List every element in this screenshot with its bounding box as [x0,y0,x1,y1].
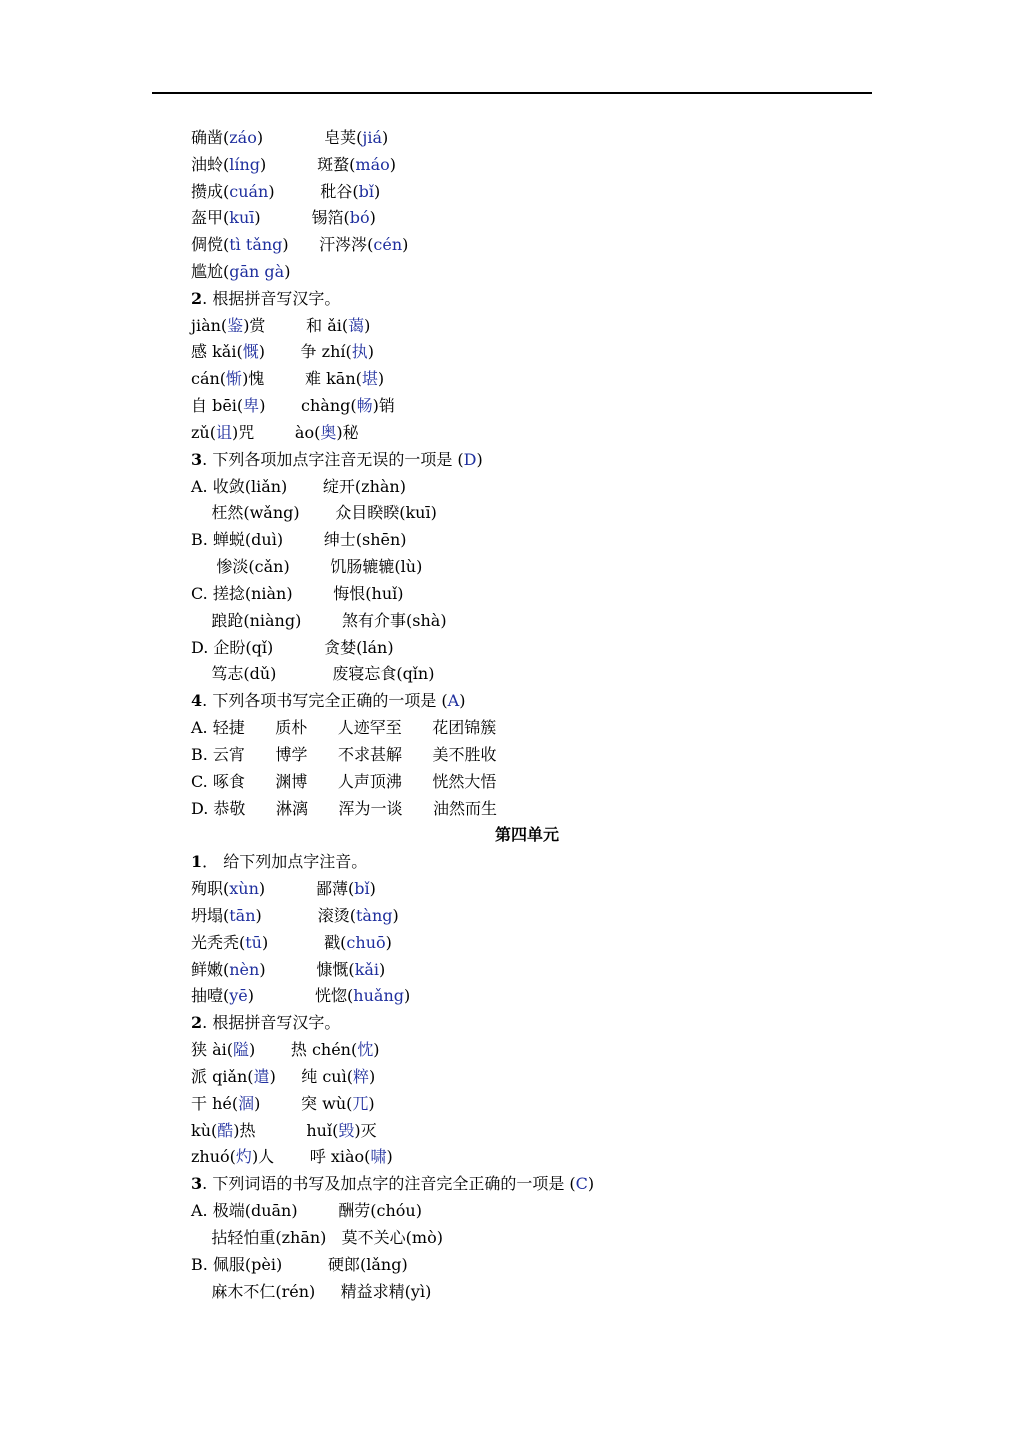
line-text: ) [386,1147,393,1166]
line-text: ) [476,450,483,469]
text-line [191,691,465,711]
line-text: )赏 和 ǎi( [243,316,349,335]
answer-text: líng [229,155,261,174]
line-text: ) [392,906,399,925]
text-line [191,1147,393,1167]
question-number: 1 [191,852,203,871]
answer-text: 卑 [243,396,260,415]
line-text: 踉跄(niàng) 煞有介事(shà) [191,611,447,630]
text-line [191,503,437,523]
text-line [191,933,392,953]
line-text: cán( [191,369,227,388]
line-text: ) 汗涔涔( [282,235,374,254]
text-line [191,235,408,255]
answer-text: 诅 [215,423,232,442]
answer-text: 执 [351,342,368,361]
top-rule [152,92,872,94]
answer-text: 遣 [253,1067,270,1086]
text-line [191,557,422,577]
line-text: D. 恭敬 淋漓 浑为一谈 油然而生 [191,799,497,818]
line-text: )灭 [354,1121,377,1140]
line-text: zǔ( [191,423,216,442]
answer-text: záo [229,128,257,147]
answer-text: 酷 [217,1121,234,1140]
line-text: ) [389,155,396,174]
answer-text: cuán [229,182,269,201]
answer-text: 惭 [226,369,243,388]
answer-text: chuō [346,933,386,952]
line-text: 鲜嫩( [191,960,230,979]
line-text: 感 kǎi( [191,342,243,361]
line-text: ) 鄙薄( [258,879,355,898]
answer-text: 鉴 [227,316,244,335]
text-line [191,611,447,631]
line-text: 麻木不仁(rén) 精益求精(yì) [191,1282,432,1301]
text-line [191,1094,375,1114]
line-text: ) 纯 cuì( [269,1067,353,1086]
line-text: )销 [372,396,395,415]
answer-text: nèn [229,960,260,979]
line-text: ) 慷慨( [259,960,355,979]
text-line [191,745,496,765]
text-line [191,423,359,443]
question-number: 3 [191,450,203,469]
text-line [191,1013,340,1033]
answer-text: yē [229,986,248,1005]
line-text: B. 佩服(pèi) 硬郎(lǎng) [191,1255,408,1274]
text-line [191,1040,380,1060]
answer-text: 啸 [370,1147,387,1166]
line-text: ) 争 zhí( [258,342,352,361]
line-text: C. 搓捻(niàn) 悔恨(huǐ) [191,584,404,603]
text-line [191,638,394,658]
text-line [191,852,367,872]
line-text: ) 秕谷( [268,182,359,201]
question-number: 2 [191,289,203,308]
text-line [191,772,496,792]
line-text: ) [369,879,376,898]
text-line [191,960,385,980]
line-text: ) [373,182,381,201]
line-text: ) 突 wù( [254,1094,353,1113]
text-line [191,1067,375,1087]
line-text: 攒成( [191,182,230,201]
line-text: ) [368,1067,376,1086]
text-line [191,262,290,282]
text-line [191,128,388,148]
line-text: 油蛉( [191,155,230,174]
line-text: ) 恍惚( [247,986,354,1005]
line-text: 自 bēi( [191,396,244,415]
line-text: . 下列各项书写完全正确的一项是 ( [202,691,448,710]
line-text: 惨淡(cǎn) 饥肠辘辘(lù) [191,557,423,576]
text-line [191,1121,377,1141]
question-number: 2 [191,1013,203,1032]
line-text: )热 huǐ( [233,1121,339,1140]
line-text: ) 皂荚( [256,128,363,147]
line-text: B. 蝉蜕(duì) 绅士(shēn) [191,530,407,549]
answer-text: jiá [362,128,383,147]
answer-text: bó [349,208,370,227]
line-text: 抽噎( [191,986,230,1005]
line-text: 倜傥( [191,235,230,254]
text-line [191,530,407,550]
question-number: 3 [191,1174,203,1193]
line-text: 坍塌( [191,906,230,925]
line-text: 第四单元 [495,825,560,844]
line-text: 盔甲( [191,208,230,227]
line-text: . 根据拼音写汉字。 [202,289,341,308]
line-text: 拈轻怕重(zhān) 莫不关心(mò) [191,1228,443,1247]
line-text: 干 hé( [191,1094,239,1113]
line-text: ) [385,933,392,952]
text-line [191,584,404,604]
answer-text: 灼 [235,1147,252,1166]
answer-text: D [463,450,477,469]
text-line [191,1255,408,1275]
text-line [191,1282,431,1302]
line-text: ) 锡箔( [254,208,350,227]
answer-text: bǐ [354,879,370,898]
line-text: ) [377,369,385,388]
text-line [191,477,406,497]
line-text: ) [368,1094,375,1113]
answer-text: tàng [355,906,393,925]
answer-text: kuī [229,208,255,227]
line-text: ) [364,316,371,335]
text-line [191,316,370,336]
line-text: 光秃秃( [191,933,246,952]
answer-text: 蔼 [348,316,365,335]
line-text: ) [284,262,291,281]
answer-text: 兀 [352,1094,369,1113]
answer-text: bǐ [358,182,374,201]
answer-text: 畅 [356,396,373,415]
answer-text: 慨 [242,342,259,361]
answer-text: tān [229,906,256,925]
line-text: A. 收敛(liǎn) 绽开(zhàn) [191,477,406,496]
line-text: ) [404,986,411,1005]
line-text: ) [459,691,466,710]
answer-text: tū [245,933,262,952]
line-text: kù( [191,1121,218,1140]
answer-text: 堪 [361,369,378,388]
line-text: . 根据拼音写汉字。 [202,1013,341,1032]
line-text: ) [382,128,389,147]
text-line [191,1174,594,1194]
line-text: )愧 难 kān( [242,369,362,388]
text-line [191,289,340,309]
answer-text: 毁 [338,1121,355,1140]
line-text: C. 啄食 渊博 人声顶沸 恍然大悟 [191,772,497,791]
line-text: ) [369,208,376,227]
text-line [191,396,395,416]
line-text: ) 斑蝥( [260,155,356,174]
line-text: B. 云宵 博学 不求甚解 美不胜收 [191,745,497,764]
text-line [191,369,384,389]
line-text: ) [367,342,374,361]
line-text: 尴尬( [191,262,230,281]
line-text: A. 极端(duān) 酬劳(chóu) [191,1201,422,1220]
line-text: . 下列词语的书写及加点字的注音完全正确的一项是 ( [202,1174,576,1193]
line-text: 枉然(wǎng) 众目睽睽(kuī) [191,503,437,522]
answer-text: 奥 [320,423,337,442]
text-line [191,182,380,202]
answer-text: gān gà [229,262,285,281]
text-line [191,664,434,684]
answer-text: A [447,691,460,710]
text-line [191,879,376,899]
answer-text: kǎi [354,960,380,979]
line-text: 派 qiǎn( [191,1067,254,1086]
line-text: ) [402,235,409,254]
line-text: )人 呼 xiào( [251,1147,371,1166]
text-line [191,342,374,362]
answer-text: xùn [229,879,259,898]
line-text: ) 戳( [261,933,347,952]
text-line [191,906,399,926]
answer-text: 涸 [238,1094,255,1113]
text-line [191,799,497,819]
line-text: ) 热 chén( [249,1040,358,1059]
answer-text: 粹 [352,1067,369,1086]
line-text: 确凿( [191,128,230,147]
line-text: 笃志(dǔ) 废寝忘食(qǐn) [191,664,435,683]
text-line [191,208,376,228]
text-line [191,155,396,175]
answer-text: 隘 [233,1040,250,1059]
line-text: ) [587,1174,595,1193]
text-line [191,450,483,470]
line-text: ) chàng( [259,396,357,415]
line-text: 狭 ài( [191,1040,233,1059]
question-number: 4 [191,691,203,710]
line-text: 殉职( [191,879,230,898]
line-text: A. 轻捷 质朴 人迹罕至 花团锦簇 [191,718,497,737]
line-text: )咒 ào( [232,423,321,442]
line-text: ) [373,1040,380,1059]
line-text: ) [379,960,386,979]
text-line [191,1201,422,1221]
line-text: jiàn( [191,316,228,335]
line-text: ． 给下列加点字注音。 [202,852,368,871]
answer-text: C [575,1174,588,1193]
answer-text: cén [373,235,403,254]
answer-text: tì tǎng [229,235,283,254]
answer-text: máo [355,155,390,174]
line-text: . 下列各项加点字注音无误的一项是 ( [202,450,464,469]
section-heading [495,825,559,845]
text-line [191,1228,443,1248]
text-line [191,718,496,738]
text-line [191,986,410,1006]
line-text: D. 企盼(qǐ) 贪婪(lán) [191,638,394,657]
line-text: ) 滚烫( [255,906,356,925]
answer-text: 忱 [357,1040,374,1059]
line-text: )秘 [336,423,359,442]
line-text: zhuó( [191,1147,236,1166]
answer-text: huǎng [353,986,404,1005]
